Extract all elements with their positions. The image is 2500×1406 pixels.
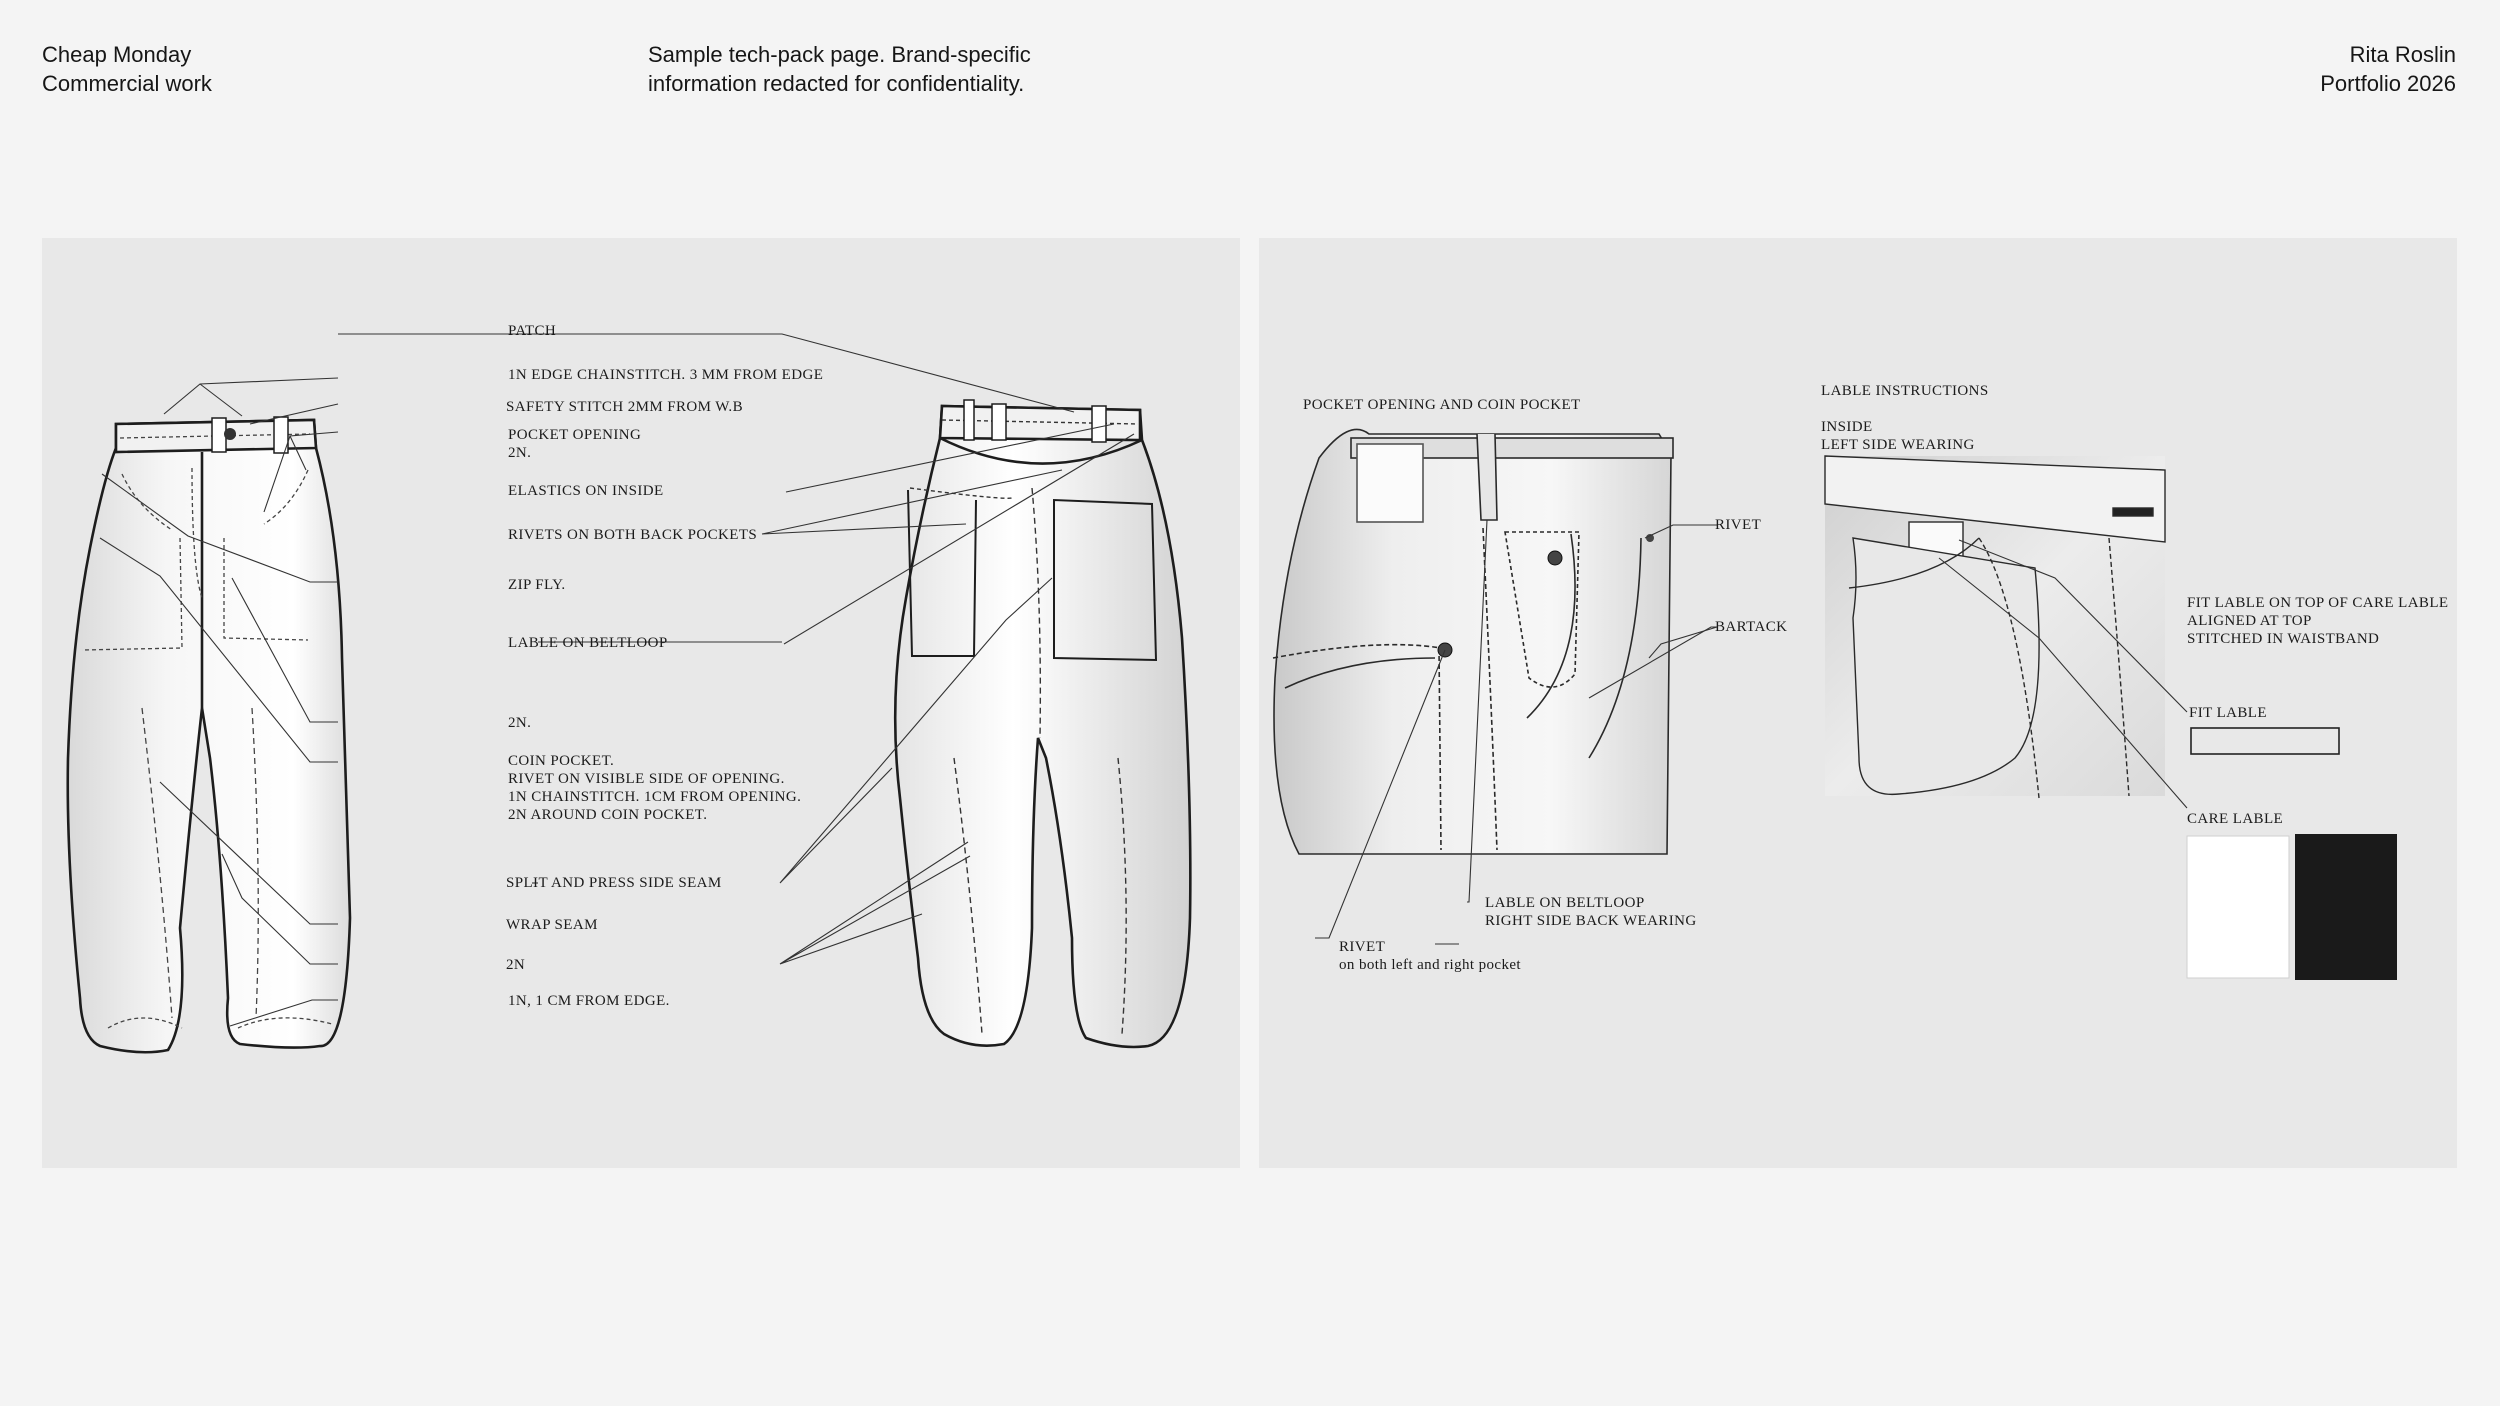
callout-2n-hem: 2N <box>506 957 526 973</box>
inside-waistband-render <box>1825 456 2165 798</box>
header-note <box>648 40 1031 98</box>
inside-note <box>1821 418 1975 454</box>
back-trouser-flat <box>895 406 1190 1047</box>
callout-hem: 1N, 1 CM FROM EDGE. <box>508 993 670 1009</box>
fit-note-line-1: FIT LABLE ON TOP OF CARE LABLE <box>2187 595 2449 611</box>
header-author <box>2320 40 2456 98</box>
fit-lable-box <box>2191 728 2339 754</box>
callout-2n: 2N. <box>508 715 532 731</box>
care-lable-black <box>2295 834 2397 980</box>
callout-bartack: BARTACK <box>1715 619 1788 635</box>
callout-lable-beltloop: LABLE ON BELTLOOP <box>508 635 668 651</box>
front-trouser-flat <box>68 420 350 1052</box>
care-lable-white <box>2187 836 2289 978</box>
inside-line-1: INSIDE <box>1821 419 1873 435</box>
callout-coin-pocket <box>508 752 801 824</box>
work-type: Commercial work <box>42 71 212 96</box>
care-lable-caption: CARE LABLE <box>2187 811 2284 827</box>
techpack-details-panel <box>1259 238 2457 1168</box>
fit-lable-caption: FIT LABLE <box>2189 705 2267 721</box>
inside-line-2: LEFT SIDE WEARING <box>1821 437 1975 453</box>
lable-instructions-title: LABLE INSTRUCTIONS <box>1821 383 1989 399</box>
lable-beltloop-line-2: RIGHT SIDE BACK WEARING <box>1485 913 1697 929</box>
note-line-2: information redacted for confidentiality. <box>648 71 1025 96</box>
callout-rivets-back: RIVETS ON BOTH BACK POCKETS <box>508 527 758 543</box>
coin-pocket-line-1: COIN POCKET. <box>508 753 615 769</box>
author-name: Rita Roslin <box>2349 42 2456 67</box>
waistband-label <box>2113 508 2153 516</box>
callout-rivet: RIVET <box>1715 517 1762 533</box>
rivet-bottom-line-1: RIVET <box>1339 939 1386 955</box>
fit-note-line-3: STITCHED IN WAISTBAND <box>2187 631 2380 647</box>
callout-zip-fly: ZIP FLY. <box>508 577 566 593</box>
callout-lable-beltloop-detail <box>1485 894 1697 930</box>
coin-pocket-line-2: RIVET ON VISIBLE SIDE OF OPENING. <box>508 771 785 787</box>
lable-beltloop-line-1: LABLE ON BELTLOOP <box>1485 895 1645 911</box>
techpack-flats-panel <box>42 238 1240 1168</box>
pocket-opening-line-1: POCKET OPENING <box>508 427 642 443</box>
callout-pocket-opening <box>508 426 641 462</box>
callout-edge-chainstitch: 1N EDGE CHAINSTITCH. 3 MM FROM EDGE <box>508 367 824 383</box>
callout-patch: PATCH <box>508 323 557 339</box>
pocket-section-title: POCKET OPENING AND COIN POCKET <box>1303 397 1581 413</box>
detail-illustrations <box>1259 238 2457 1168</box>
patch-label <box>1357 444 1423 522</box>
fit-note <box>2187 594 2448 648</box>
callout-elastics: ELASTICS ON INSIDE <box>508 483 664 499</box>
coin-pocket-line-4: 2N AROUND COIN POCKET. <box>508 807 708 823</box>
callout-wrap-seam: WRAP SEAM <box>506 917 598 933</box>
rivet-bottom-line-2: on both left and right pocket <box>1339 957 1521 973</box>
note-line-1: Sample tech-pack page. Brand-specific <box>648 42 1031 67</box>
callout-side-seam: SPLIT AND PRESS SIDE SEAM <box>506 875 722 891</box>
pocket-closeup-render <box>1273 429 1673 854</box>
front-button <box>224 428 236 440</box>
header-brand <box>42 40 212 98</box>
pocket-opening-line-2: 2N. <box>508 445 532 461</box>
rivet-coin-pocket <box>1548 551 1562 565</box>
fit-note-line-2: ALIGNED AT TOP <box>2187 613 2312 629</box>
callout-rivet-both-pockets <box>1339 938 1521 974</box>
callout-safety-stitch: SAFETY STITCH 2MM FROM W.B <box>506 399 743 415</box>
portfolio-year: Portfolio 2026 <box>2320 71 2456 96</box>
coin-pocket-line-3: 1N CHAINSTITCH. 1CM FROM OPENING. <box>508 789 802 805</box>
brand-name: Cheap Monday <box>42 42 192 67</box>
